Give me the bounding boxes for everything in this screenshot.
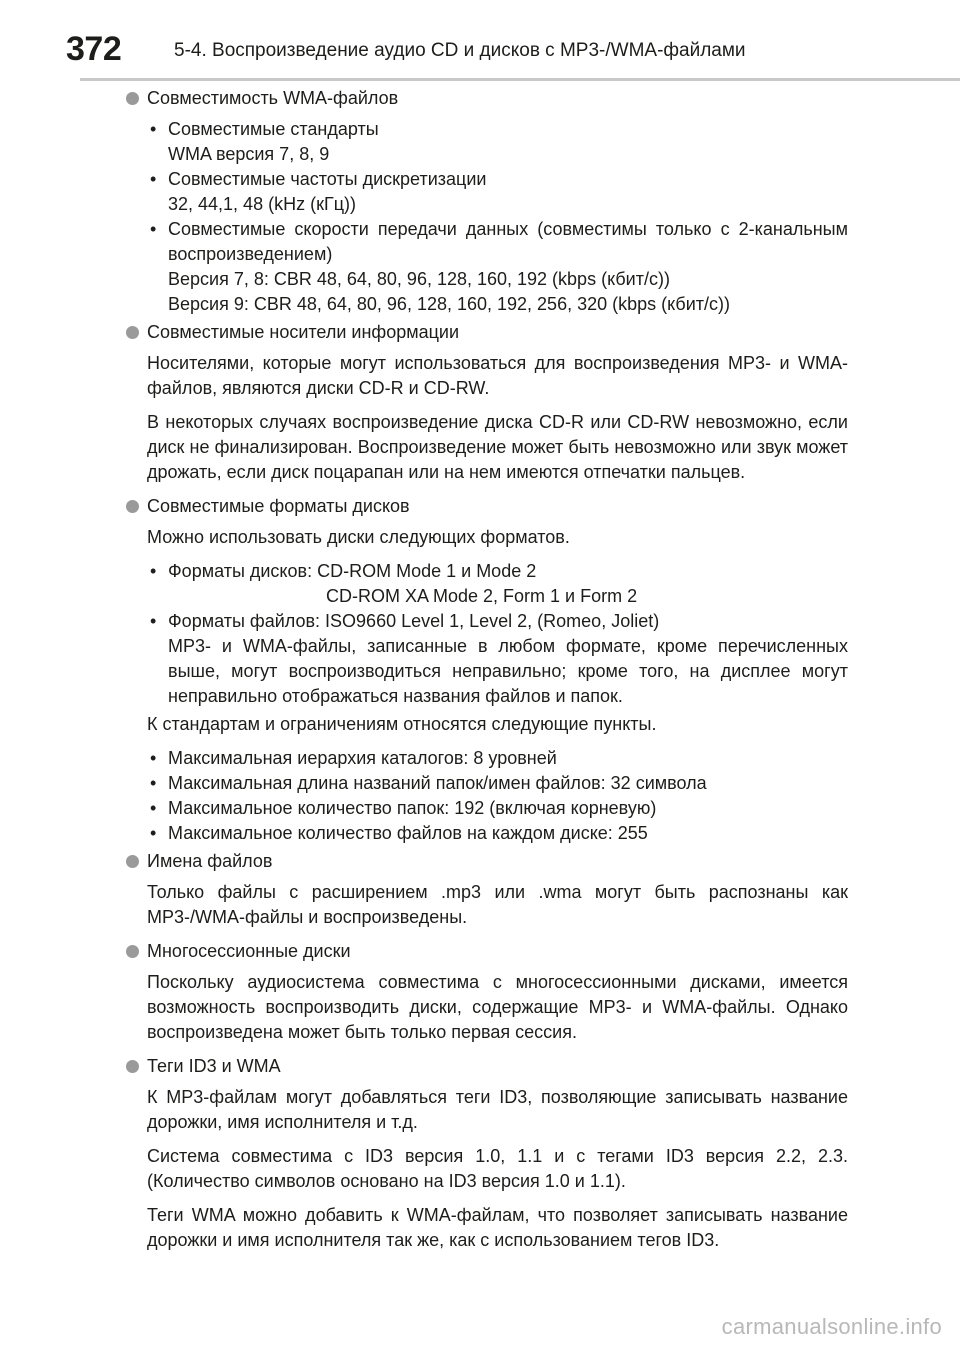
section-file-names [126, 849, 848, 930]
disc-formats-value: CD-ROM Mode 1 и Mode 2 [317, 561, 537, 581]
wma-spec-list [147, 117, 848, 317]
page-content [126, 86, 848, 1262]
section-compatible-media [126, 320, 848, 485]
limits-list [147, 746, 848, 846]
list-item-label: • Совместимые скорости передачи данных (совместимы только с 2-канальным воспроизведением) [168, 219, 848, 264]
bullet-circle-icon [126, 855, 139, 868]
section-heading [126, 849, 848, 874]
bullet-circle-icon [126, 1060, 139, 1073]
section-heading-text: Совместимые форматы дисков [147, 496, 410, 516]
paragraph: Можно использовать диски следующих форматов. [147, 527, 570, 547]
section-heading-text: Теги ID3 и WMA [147, 1056, 281, 1076]
bullet-circle-icon [126, 326, 139, 339]
bullet-circle-icon [126, 92, 139, 105]
header-divider [80, 78, 960, 81]
paragraph: В некоторых случаях воспроизведение диска CD-R или CD-RW невозможно, если диск не финализирован. Воспроизведение может быть невозможно или звук может дрожать, если диск поцарапан или на нем имеются отпечатки пальцев. [147, 412, 848, 482]
watermark: carmanualsonline.info [721, 1314, 942, 1339]
paragraph: Теги WMA можно добавить к WMA-файлам, что позволяет записывать название дорожки и имя исполнителя так же, как с использованием тегов ID3. [147, 1205, 848, 1250]
chapter-title: 5-4. Воспроизведение аудио CD и дисков с MP3-/WMA-файлами [174, 40, 746, 61]
section-heading [126, 494, 848, 519]
paragraph: К MP3-файлам могут добавляться теги ID3, позволяющие записывать название дорожки, имя исполнителя и т.д. [147, 1087, 848, 1132]
list-item: • Максимальное количество папок: 192 (включая корневую) [147, 796, 848, 821]
list-item [147, 217, 848, 317]
section-heading [126, 86, 848, 111]
section-heading [126, 939, 848, 964]
section-heading [126, 1054, 848, 1079]
format-list [147, 559, 848, 709]
list-item-detail: WMA версия 7, 8, 9 [168, 144, 330, 164]
paragraph: Только файлы с расширением .mp3 или .wma могут быть распознаны как MP3-/WMA-файлы и воспроизведены. [147, 882, 848, 927]
section-heading-text: Многосессионные диски [147, 941, 351, 961]
file-formats-note: MP3- и WMA-файлы, записанные в любом формате, кроме перечисленных выше, могут воспроизводиться неправильно; кроме того, на дисплее могут неправильно отображаться названия файлов и папок. [168, 636, 848, 706]
list-item [147, 167, 848, 217]
section-wma-compatibility [126, 86, 848, 317]
list-item [147, 117, 848, 167]
page-header [0, 0, 960, 82]
list-item-detail: Версия 9: CBR 48, 64, 80, 96, 128, 160, 192, 256, 320 (kbps (кбит/с)) [168, 294, 730, 314]
list-item [147, 559, 848, 609]
page-number: 372 [66, 30, 122, 68]
list-item-detail: Версия 7, 8: CBR 48, 64, 80, 96, 128, 160, 192 (kbps (кбит/с)) [168, 269, 670, 289]
file-formats-label: • Форматы файлов: ISO9660 Level 1, Level 2, (Romeo, Joliet) [168, 611, 660, 631]
paragraph: Носителями, которые могут использоваться для воспроизведения MP3- и WMA-файлов, являются диски CD-R и CD-RW. [147, 353, 848, 398]
paragraph: Система совместима с ID3 версия 1.0, 1.1 и с тегами ID3 версия 2.2, 2.3. (Количество символов основано на ID3 версия 1.0 и 1.1). [147, 1146, 848, 1191]
paragraph: К стандартам и ограничениям относятся следующие пункты. [147, 714, 657, 734]
disc-formats-value: CD-ROM XA Mode 2, Form 1 и Form 2 [326, 586, 638, 606]
section-disc-formats [126, 494, 848, 846]
section-heading-text: Имена файлов [147, 851, 273, 871]
list-item: • Максимальное количество файлов на каждом диске: 255 [147, 821, 848, 846]
bullet-circle-icon [126, 945, 139, 958]
list-item: • Максимальная иерархия каталогов: 8 уровней [147, 746, 848, 771]
list-item: • Максимальная длина названий папок/имен файлов: 32 символа [147, 771, 848, 796]
list-item-detail: 32, 44,1, 48 (kHz (кГц)) [168, 194, 356, 214]
disc-formats-label: Форматы дисков: [168, 561, 313, 581]
list-item [147, 609, 848, 709]
section-multisession [126, 939, 848, 1045]
section-heading-text: Совместимые носители информации [147, 322, 460, 342]
paragraph: Поскольку аудиосистема совместима с многосессионными дисками, имеется возможность воспроизводить диски, содержащие MP3- и WMA-файлы. Однако воспроизведена может быть только первая сессия. [147, 972, 848, 1042]
section-id3-wma-tags [126, 1054, 848, 1253]
section-heading-text: Совместимость WMA-файлов [147, 88, 399, 108]
bullet-circle-icon [126, 500, 139, 513]
list-item-label: • Совместимые стандарты [168, 119, 379, 139]
section-heading [126, 320, 848, 345]
list-item-label: • Совместимые частоты дискретизации [168, 169, 487, 189]
